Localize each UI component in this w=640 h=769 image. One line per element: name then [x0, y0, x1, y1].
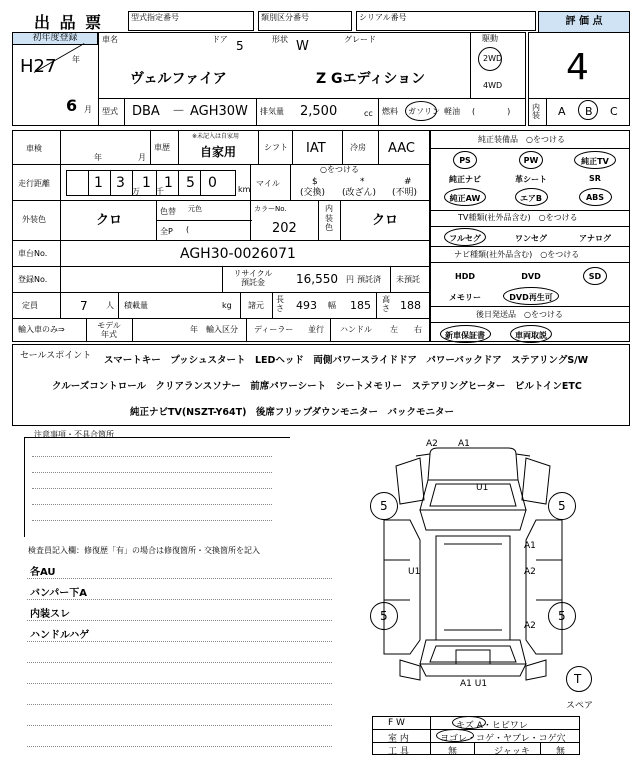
equip-item-2: 純正TV — [581, 157, 609, 166]
meter-opt-exchange: (交換) — [300, 188, 326, 198]
recycle-done: 預託済 — [357, 275, 381, 284]
meter-circle-note: ○をつける — [320, 165, 359, 174]
shaken-month-unit: 月 — [138, 153, 146, 162]
sales-point-label: セールスポイント — [20, 351, 92, 361]
serial-box — [356, 11, 536, 31]
color-paren: ( — [186, 225, 190, 234]
equip-item-3: 純正ナビ — [449, 175, 481, 184]
equip-item-4: 革シート — [515, 175, 547, 184]
fuel-gas: ガソリン — [408, 107, 440, 116]
docs-item-1-circle — [510, 325, 552, 343]
light-oil-paren: ( ) — [472, 107, 511, 116]
sen-unit: 千 — [156, 187, 164, 196]
dealer: ディーラー — [254, 325, 294, 334]
shaken-year-unit: 年 — [94, 153, 102, 162]
drive-2wd-circle — [478, 47, 502, 71]
interior-b-circle — [578, 100, 598, 120]
damage-mark-2: U1 — [476, 483, 489, 493]
katashiki-label: 型式指定番号 — [131, 13, 179, 22]
import-label: 輸入車のみ⇒ — [18, 325, 65, 334]
equip-item-7: エアB — [519, 194, 543, 203]
katashiki-box — [128, 11, 254, 31]
parallel: 並行 — [308, 325, 324, 334]
navi-item-2-circle — [583, 267, 607, 285]
car-diagram — [360, 440, 630, 700]
shift: IAT — [306, 141, 326, 156]
handle-right: 右 — [414, 325, 422, 334]
docs-item-0-circle — [440, 325, 491, 343]
jack-label: ジャッキ — [494, 747, 530, 757]
damage-mark-5: A2 — [524, 567, 536, 577]
model-prefix: DBA — [132, 104, 160, 119]
navi-label: ナビ種類(社外品含む) ○をつける — [454, 250, 580, 259]
recycle-label: リサイクル預託金 — [233, 269, 273, 287]
navi-item-1: DVD — [521, 272, 541, 281]
note-item-3: 内装スレ — [30, 609, 70, 620]
history: 自家用 — [200, 145, 237, 159]
score-value: 4 — [566, 47, 589, 88]
interior-c: C — [610, 105, 618, 118]
capacity-unit: 人 — [106, 301, 114, 310]
height: 188 — [400, 299, 421, 312]
mileage-label: 走行距離 — [18, 179, 50, 188]
import-kind-label: 輸入区分 — [206, 325, 238, 334]
month-unit: 月 — [84, 105, 92, 114]
length-label: 長さ — [276, 295, 284, 313]
color-orig-label: 元色 — [188, 205, 202, 213]
fw-label: F W — [388, 718, 405, 728]
drive-label: 駆動 — [482, 34, 498, 43]
equip-item-2-circle — [574, 151, 616, 169]
tire-value-2: 5 — [380, 609, 388, 623]
color-change-label: 色替 — [160, 207, 176, 216]
equip-item-8-circle — [579, 188, 612, 206]
shaken-label: 車検 — [26, 144, 42, 153]
length: 493 — [296, 299, 317, 312]
tv-item-0: フルセグ — [449, 234, 481, 243]
meter-opt-unknown: (不明) — [392, 188, 418, 198]
ruibetsu-label: 類別区分番号 — [261, 13, 309, 22]
tire-value-1: 5 — [558, 499, 566, 513]
aircon: AAC — [388, 141, 415, 156]
score-header: 評 価 点 — [538, 11, 630, 33]
meter-opt-unknown-sym: # — [404, 177, 412, 187]
equip-item-5: SR — [589, 174, 601, 183]
model-label: 型式 — [102, 107, 118, 116]
interior-a: A — [558, 105, 566, 118]
mileage-digit-5: 5 — [186, 175, 195, 191]
displacement: 2,500 — [300, 104, 338, 119]
fuel-label: 燃料 — [382, 107, 398, 116]
meter-opt-tamper-sym: * — [360, 177, 365, 187]
interior-b: B — [585, 105, 593, 118]
jack-value: 無 — [556, 747, 566, 757]
year-unit: 年 — [72, 55, 80, 64]
recycle-unit: 円 — [346, 275, 354, 284]
handle-left: 左 — [390, 325, 398, 334]
car-name: ヴェルファイア — [130, 71, 227, 87]
damage-mark-6: A2 — [524, 621, 536, 631]
height-label: 高さ — [382, 295, 390, 313]
color: クロ — [96, 213, 123, 228]
note-item-2: バンパー下A — [30, 588, 88, 599]
note-item-1: 各AU — [30, 567, 56, 578]
chassis-label: 車台No. — [18, 249, 48, 258]
page-title: 出 品 票 — [34, 13, 104, 32]
light-oil-label: 軽油 — [444, 107, 460, 116]
spare-value: T — [574, 672, 582, 686]
docs-label: 後日発送品 ○をつける — [476, 310, 563, 319]
equip-item-1-circle — [519, 151, 543, 169]
fw-circle — [452, 716, 486, 729]
drive-2wd: 2WD — [483, 54, 503, 63]
first-reg-year: H27 — [20, 56, 57, 77]
room-circle — [436, 729, 474, 742]
spare-label: スペア — [566, 701, 594, 711]
inspector-label: 検査員記入欄：修復歴「有」の場合は修復箇所・交換箇所を記入 — [28, 546, 260, 555]
damage-mark-3: A1 — [524, 541, 536, 551]
dims-label: 諸元 — [248, 301, 264, 310]
tv-item-1: ワンセグ — [515, 234, 547, 243]
car-name-label: 車名 — [102, 35, 118, 44]
notes-label: 注意事項・不具合箇所 — [34, 430, 114, 439]
sales-line-1: スマートキー プッシュスタート LEDヘッド 両側パワースライドドア パワーバックドア ステアリングS/W — [104, 355, 589, 366]
equip-item-1: PW — [523, 156, 539, 165]
tire-value-0: 5 — [380, 499, 388, 513]
capacity: 7 — [80, 299, 88, 313]
first-reg-label: 初年度登録 — [12, 32, 98, 45]
navi-item-2: SD — [588, 272, 602, 281]
color-label: 外装色 — [22, 215, 46, 224]
drive-4wd: 4WD — [483, 81, 503, 90]
mileage-digit-3: 1 — [142, 175, 151, 191]
first-reg-month: 6 — [66, 96, 78, 115]
tv-label: TV種類(社外品含む) ○をつける — [458, 213, 578, 222]
shift-label: シフト — [264, 143, 288, 152]
color-no: 202 — [272, 221, 297, 236]
equip-item-0: PS — [459, 156, 471, 165]
mileage-digit-6: 0 — [208, 175, 217, 191]
shape: W — [296, 39, 309, 54]
fw-value: キズ A・ヒビワレ — [456, 721, 528, 731]
color-all-label: 全P — [160, 227, 173, 236]
navi-item-0: HDD — [455, 272, 475, 281]
displacement-label: 排気量 — [260, 107, 284, 116]
docs-item-0: 新車保証書 — [445, 331, 485, 340]
width-label: 幅 — [328, 301, 336, 310]
equip-item-0-circle — [453, 151, 477, 169]
tools-value: 無 — [448, 747, 458, 757]
meter-opt-exchange-sym: $ — [312, 177, 318, 187]
damage-mark-1: A1 — [458, 439, 470, 449]
equip-item-6: 純正AW — [449, 194, 481, 203]
width: 185 — [350, 299, 371, 312]
mileage-digit-4: 1 — [164, 175, 173, 191]
equip-item-6-circle — [444, 188, 486, 206]
displacement-unit: cc — [364, 109, 373, 118]
damage-mark-4: U1 — [408, 567, 421, 577]
fuel-circle — [405, 101, 437, 121]
man-unit: 万 — [132, 187, 140, 196]
tv-item-0-circle — [444, 228, 486, 246]
ruibetsu-box — [258, 11, 352, 31]
navi-item-4: DVD再生可 — [509, 293, 553, 302]
tire-value-3: 5 — [558, 609, 566, 623]
chassis: AGH30-0026071 — [180, 246, 296, 262]
aircon-label: 冷房 — [350, 143, 366, 152]
serial-label: シリアル番号 — [359, 13, 407, 22]
history-label: 車歴 — [154, 143, 170, 152]
notes-frame — [24, 437, 290, 537]
interior-color: クロ — [372, 213, 399, 228]
mileage-digit-2: 3 — [116, 175, 125, 191]
navi-item-3: メモリー — [449, 293, 481, 302]
grade: Z Gエディション — [316, 71, 426, 87]
handle-label: ハンドル — [340, 325, 372, 334]
model-year-unit: 年 — [190, 325, 198, 334]
grade-label: グレード — [344, 35, 376, 44]
tools-label: 工 具 — [388, 747, 409, 757]
reg-label: 登録No. — [18, 275, 48, 284]
docs-item-1: 車両取説 — [515, 331, 547, 340]
room-value: ヨゴレ・コゲ・ヤブレ・コゲ穴 — [440, 734, 566, 744]
doors: 5 — [236, 39, 244, 53]
sales-line-3: 純正ナビTV(NSZT-Y64T) 後席フリップダウンモニター バックモニター — [130, 407, 454, 418]
door-label: ドア — [212, 35, 228, 44]
interior-score-label: 内装 — [532, 103, 540, 120]
sales-line-2: クルーズコントロール クリアランスソナー 前席パワーシート シートメモリー ステアリングヒーター ビルトインETC — [52, 381, 582, 392]
history-note: ※未記入は自家用 — [192, 133, 240, 140]
model-year-label: モデル年式 — [97, 321, 121, 339]
model: AGH30W — [190, 104, 248, 119]
navi-item-4-circle — [503, 287, 559, 305]
meter-opt-tamper: (改ざん) — [342, 188, 377, 198]
damage-mark-0: A2 — [426, 439, 438, 449]
recycle-not: 未預託 — [396, 275, 420, 284]
interior-color-label: 内装色 — [325, 204, 333, 233]
note-item-4: ハンドルハゲ — [30, 630, 90, 641]
damage-mark-7: A1 U1 — [460, 679, 488, 689]
room-label: 室 内 — [388, 734, 409, 744]
shape-label: 形状 — [272, 35, 288, 44]
recycle: 16,550 — [296, 272, 338, 286]
mile-label: マイル — [256, 179, 280, 188]
load-label: 積載量 — [124, 301, 148, 310]
km-unit: km — [238, 185, 251, 194]
load-unit: kg — [222, 301, 232, 310]
genuine-label: 純正装備品 ○をつける — [478, 135, 565, 144]
model-dash: － — [172, 104, 186, 119]
color-no-label: カラーNo. — [254, 205, 287, 213]
tv-item-2: アナログ — [579, 234, 611, 243]
equip-item-8: ABS — [585, 193, 605, 202]
equip-item-7-circle — [515, 188, 548, 206]
mileage-digit-1: 1 — [94, 175, 103, 191]
capacity-label: 定員 — [22, 301, 38, 310]
